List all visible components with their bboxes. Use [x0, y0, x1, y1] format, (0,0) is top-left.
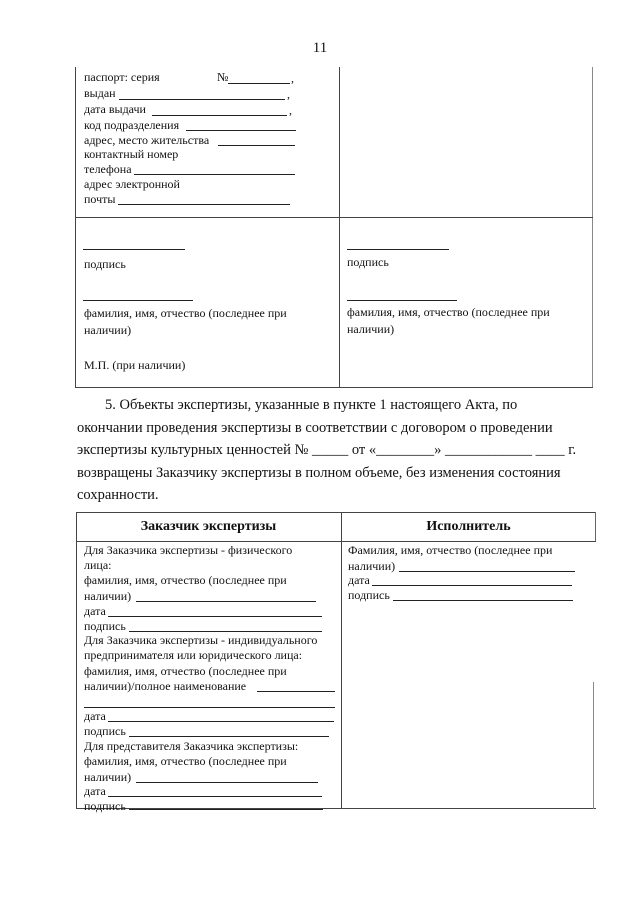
division-code-label: код подразделения [84, 118, 180, 132]
fio-label-right-1: фамилия, имя, отчество (последнее при [347, 305, 550, 319]
phone-label-1: контактный номер [84, 147, 179, 161]
header-customer: Заказчик экспертизы [140, 519, 277, 534]
ip-date: дата [84, 709, 106, 723]
address-label: адрес, место жительства [84, 133, 210, 147]
contractor-date: дата [348, 573, 370, 587]
phys-fio-1: фамилия, имя, отчество (последнее при [84, 573, 287, 587]
paragraph-line-4: возвращены Заказчику экспертизы в полном объеме, без изменения состояния [77, 464, 561, 481]
phys-fio-2: наличии) [84, 589, 132, 603]
signature-label-right: подпись [347, 255, 389, 269]
fio-label-left-2: наличии) [84, 323, 132, 337]
paragraph-line-1: 5. Объекты экспертизы, указанные в пункте 1 настоящего Акта, по [105, 397, 518, 413]
ip-fio-2: наличии)/полное наименование [84, 679, 247, 693]
email-label-1: адрес электронной [84, 177, 180, 191]
paragraph-line-5: сохранности. [77, 487, 159, 503]
contractor-signature: подпись [348, 588, 390, 602]
rep-fio-1: фамилия, имя, отчество (последнее при [84, 754, 287, 768]
ip-signature: подпись [84, 724, 126, 738]
signature-label-left: подпись [84, 257, 126, 271]
rep-signature: подпись [84, 799, 126, 813]
paragraph-line-3: экспертизы культурных ценностей № _____ от «________» ____________ ____ г. [77, 442, 577, 458]
rep-fio-2: наличии) [84, 770, 132, 784]
ip-fio-1: фамилия, имя, отчество (последнее при [84, 664, 287, 678]
signature-table-bottom [76, 512, 596, 813]
phys-label-1: Для Заказчика экспертизы - физического [84, 543, 293, 557]
email-label-2: почты [84, 192, 116, 206]
rep-label: Для представителя Заказчика экспертизы: [84, 739, 299, 753]
contractor-fio-1: Фамилия, имя, отчество (последнее при [348, 543, 553, 557]
signature-table-top: паспорт: серия № , выдан , дата выдачи , код подразделения адрес, место жительства контактный номер телефона адрес электронной почты подпись фамилия, имя, отчество (последнее при наличии) М.П. (при наличии) подпись фамилия, имя, отчество (последнее при наличии) [75, 67, 593, 388]
phone-label-2: телефона [84, 162, 132, 176]
paragraph-5 [77, 394, 594, 507]
header-contractor: Исполнитель [426, 519, 511, 534]
fio-label-left-1: фамилия, имя, отчество (последнее при [84, 306, 287, 320]
ip-label-1: Для Заказчика экспертизы - индивидуального [84, 633, 318, 647]
seal-label: М.П. (при наличии) [84, 358, 186, 372]
ip-label-2: предпринимателя или юридического лица: [84, 648, 303, 662]
passport-number-label: № [217, 70, 229, 84]
fio-label-right-2: наличии) [347, 322, 395, 336]
phys-signature: подпись [84, 619, 126, 633]
passport-series-label: паспорт: серия [84, 70, 160, 84]
phys-label-2: лица: [84, 558, 112, 572]
page-number: 11 [312, 40, 328, 56]
issue-date-label: дата выдачи [84, 102, 146, 116]
paragraph-line-2: окончании проведения экспертизы в соответствии с договором о проведении [77, 419, 553, 436]
issued-label: выдан [84, 86, 116, 100]
rep-date: дата [84, 784, 106, 798]
contractor-fio-2: наличии) [348, 559, 396, 573]
phys-date: дата [84, 604, 106, 618]
